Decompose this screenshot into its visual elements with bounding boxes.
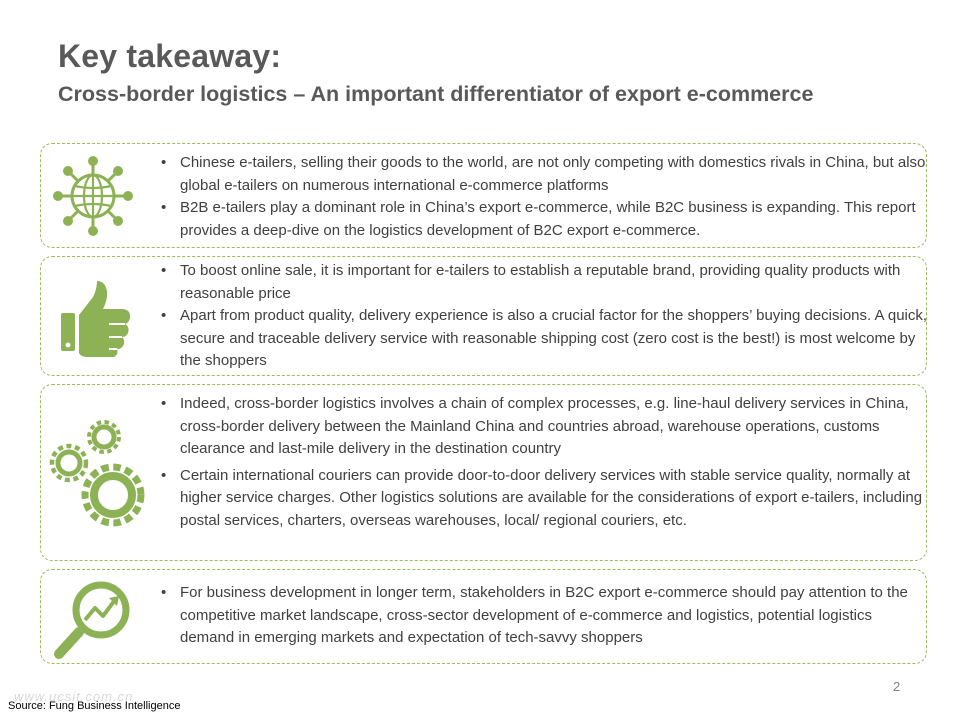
source-note: Source: Fung Business Intelligence	[8, 700, 181, 712]
bullet-list	[159, 260, 929, 373]
bullet-item: • For business development in longer term, stakeholders in B2C export e-commerce should pay attention to the competitive market landscape, cross-sector development of e-commerce and logistics, potential logistics demand in emerging markets and expectation of tech-savvy shoppers	[159, 582, 929, 650]
page-title: Key takeaway:	[58, 38, 282, 74]
bullet-item: • Certain international couriers can provide door-to-door delivery services with stable service quality, normally at higher service charges. Other logistics solutions are available for the considerations of export e-tailers, including postal services, charters, overseas warehouses, local/ regional couriers, etc.	[159, 465, 929, 533]
bullet-list	[159, 152, 929, 242]
bullet-list	[159, 393, 929, 532]
globe-network-icon	[51, 154, 135, 238]
magnifier-chart-icon	[51, 576, 135, 660]
bullet-item: • Indeed, cross-border logistics involves a chain of complex processes, e.g. line-haul delivery services in China, cross-border delivery between the Mainland China and countries abroad, warehouse operations, customs clearance and last-mile delivery in the destination country	[159, 393, 929, 461]
gears-icon	[49, 415, 145, 527]
bullet-list	[159, 582, 929, 650]
takeaway-section-global-competition	[40, 143, 927, 248]
takeaway-section-logistics-chain	[40, 384, 927, 561]
bullet-item: • B2B e-tailers play a dominant role in China’s export e-commerce, while B2C business is expanding. This report provides a deep-dive on the logistics development of B2C export e-commerce.	[159, 197, 929, 242]
takeaway-section-business-development	[40, 569, 927, 664]
bullet-item: • Chinese e-tailers, selling their goods to the world, are not only competing with domestics rivals in China, but also global e-tailers on numerous international e-commerce platforms	[159, 152, 929, 197]
bullet-item: • To boost online sale, it is important for e-tailers to establish a reputable brand, providing quality products with reasonable price	[159, 260, 929, 305]
bullet-item: • Apart from product quality, delivery experience is also a crucial factor for the shoppers’ buying decisions. A quick, secure and traceable delivery service with reasonable shipping cost (zero cost is the best!) is most welcome by the shoppers	[159, 305, 929, 373]
page-number: 2	[893, 679, 901, 694]
takeaway-section-brand-delivery	[40, 256, 927, 376]
watermark: www.ucsit.com.cn	[14, 689, 134, 704]
page-subtitle: Cross-border logistics – An important differentiator of export e-commerce	[58, 82, 814, 106]
thumbs-up-icon	[51, 275, 135, 359]
